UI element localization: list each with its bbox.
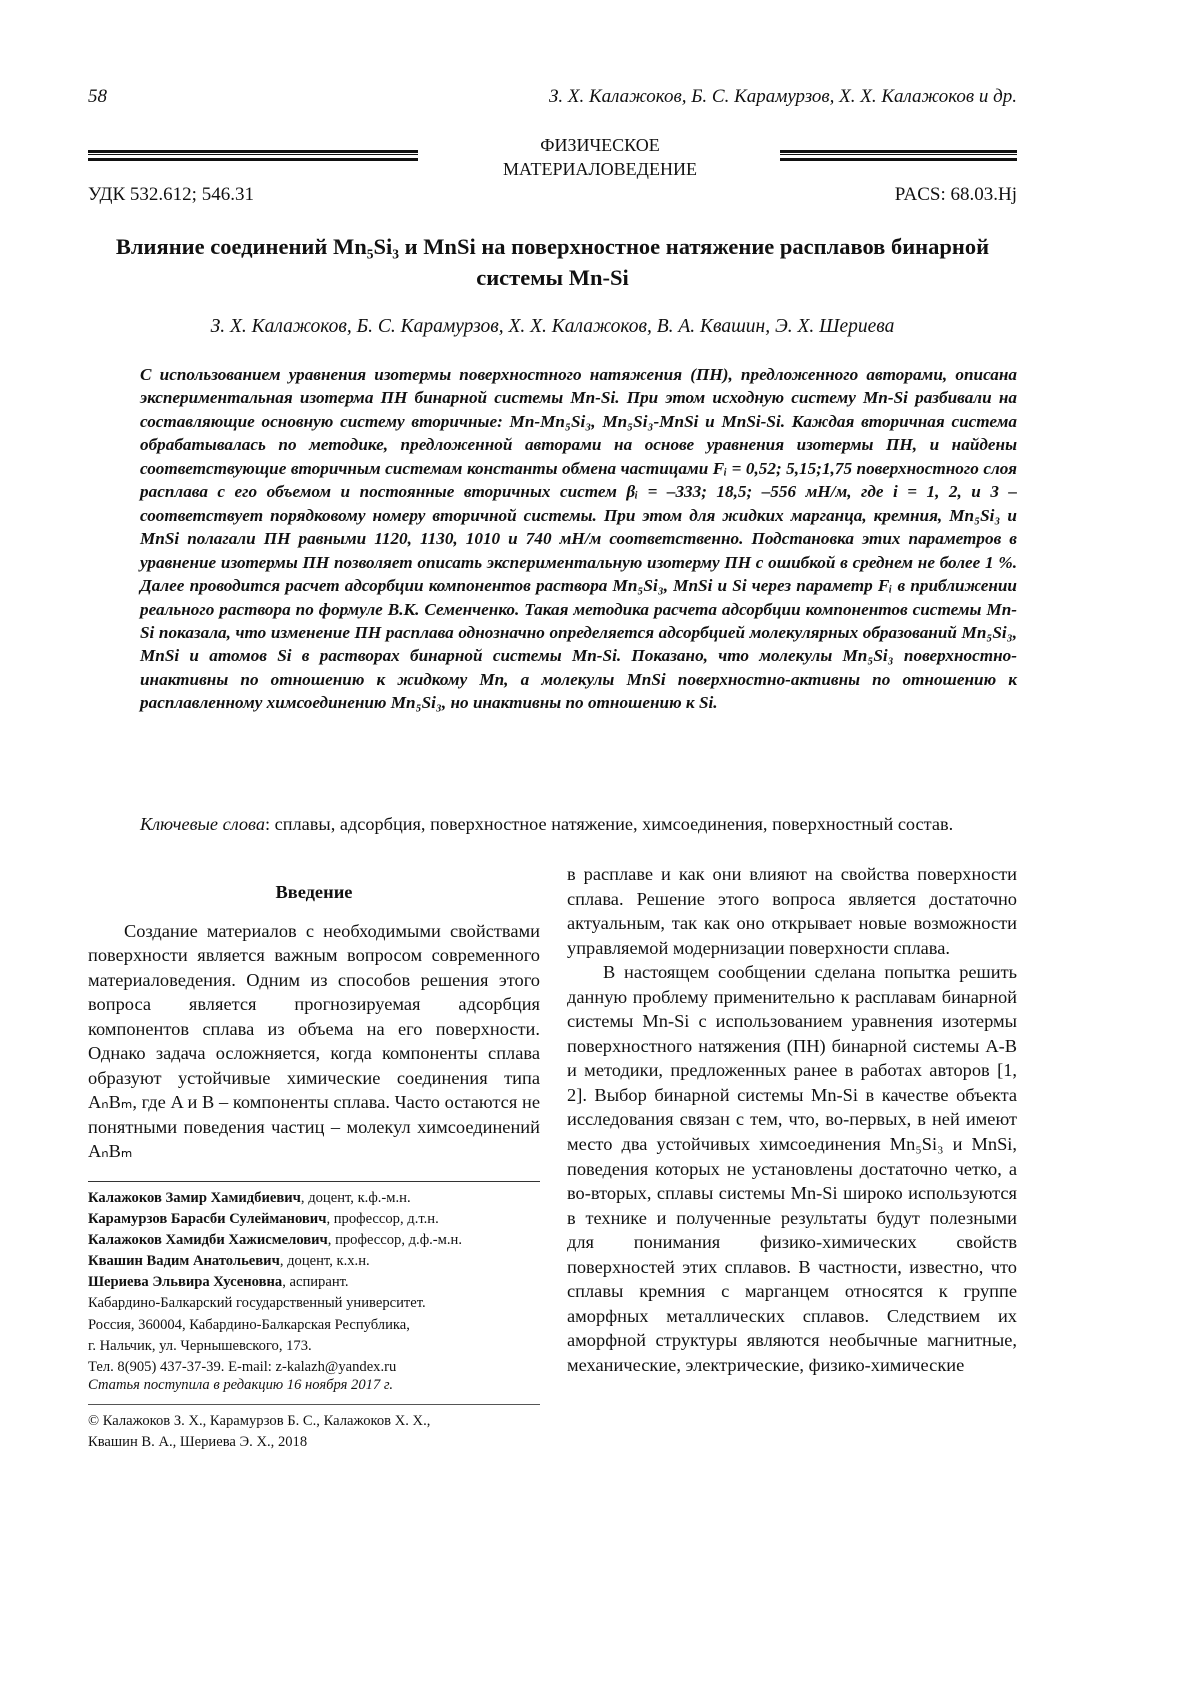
copyright — [88, 1411, 540, 1453]
section-rubric — [440, 133, 760, 181]
author-name: Квашин Вадим Анатольевич — [88, 1253, 280, 1269]
author-role: , доцент, к.х.н. — [280, 1253, 370, 1269]
contact: Тел. 8(905) 437-37-39. E-mail: z-kalazh@yandex.ru — [88, 1357, 540, 1378]
author-role: , профессор, д.ф.-м.н. — [328, 1232, 462, 1248]
copyright-line: © Калажоков З. Х., Карамурзов Б. С., Калажоков Х. Х., — [88, 1411, 540, 1432]
author-name: Калажоков Замир Хамидбиевич — [88, 1190, 301, 1206]
author-name: Карамурзов Барасби Сулейманович — [88, 1211, 326, 1227]
pacs-code: PACS: 68.03.Hj — [895, 184, 1017, 206]
keywords — [140, 812, 1017, 837]
abstract: С использованием уравнения изотермы поверхностного натяжения (ПН), предложенного авторами, описана экспериментальная изотерма ПН бинарной системы Mn-Si. При этом исходную систему Mn-Si разбивали на составляющие основную систему вторичные: Mn-Mn₅Si₃, Mn₅Si₃-MnSi и MnSi-Si. Каждая вторичная система обрабатывалась по методике, предложенной авторами на основе уравнения изотермы ПН, и найдены соответствующие вторичным системам константы обмена частицами Fᵢ = 0,52; 5,15;1,75 поверхностного слоя расплава с его объемом и постоянные вторичных систем βᵢ = –333; 18,5; –556 мН/м, где i = 1, 2, и 3 – соответствует порядковому номеру вторичной системы. При этом для жидких марганца, кремния, Mn₅Si₃ и MnSi полагали ПН равными 1120, 1130, 1010 и 740 мН/м соответственно. Подстановка этих параметров в уравнение изотермы ПН позволяет описать экспериментальную изотерму ПН с ошибкой в среднем не более 1 %. Далее проводится расчет адсорбции компонентов раствора Mn₅Si₃, MnSi и Si через параметр Fᵢ в приближении реального раствора по формуле В.К. Семенченко. Такая методика расчета адсорбции компонентов системы Mn-Si показала, что изменение ПН расплава однозначно определяется адсорбцией молекулярных образований Mn₅Si₃, MnSi и атомов Si в растворах бинарной системы Mn-Si. Показано, что молекулы Mn₅Si₃ поверхностно-инактивны по отношению к жидкому Mn, а молекулы MnSi поверхностно-активны по отношению к расплавленному химсоединению Mn₅Si₃, но инактивны по отношению к Si. — [140, 363, 1017, 715]
keywords-text: : сплавы, адсорбция, поверхностное натяжение, химсоединения, поверхностный состав. — [265, 814, 953, 834]
article-authors: З. Х. Калажоков, Б. С. Карамурзов, Х. Х. Калажоков, В. А. Квашин, Э. Х. Шериева — [88, 316, 1017, 338]
author-entry — [88, 1272, 540, 1293]
intro-paragraph: в расплаве и как они влияют на свойства поверхности сплава. Решение этого вопроса является достаточно актуальным, так как оно открывает новые возможности управляемой модернизации поверхности сплава. — [567, 862, 1017, 960]
footnote-divider — [88, 1181, 540, 1182]
right-column — [567, 862, 1017, 1377]
copyright-line: Квашин В. А., Шериева Э. Х., 2018 — [88, 1432, 540, 1453]
intro-heading: Введение — [88, 880, 540, 905]
author-entry — [88, 1230, 540, 1251]
article-title: Влияние соединений Mn₅Si₃ и MnSi на поверхностное натяжение расплавов бинарной системы Mn-Si — [88, 231, 1017, 293]
affiliation: Кабардино-Балкарский государственный университет. — [88, 1293, 540, 1314]
intro-paragraph: Создание материалов с необходимыми свойствами поверхности является важным вопросом современного материаловедения. Одним из способов решения этого вопроса является прогнозируемая адсорбция компонентов сплава из объема на его поверхности. Однако задача осложняется, когда компоненты сплава образуют устойчивые химические соединения типа AₙBₘ, где A и B – компоненты сплава. Часто остаются не понятными поведения частиц – молекул химсоединений AₙBₘ — [88, 919, 540, 1164]
author-role: , доцент, к.ф.-м.н. — [301, 1190, 411, 1206]
author-name: Калажоков Хамидби Хажисмелович — [88, 1232, 328, 1248]
rubric-rule-right — [780, 150, 1017, 161]
address: г. Нальчик, ул. Чернышевского, 173. — [88, 1336, 540, 1357]
udk-code: УДК 532.612; 546.31 — [88, 184, 254, 206]
rubric-rule-left — [88, 150, 418, 161]
rubric-line: ФИЗИЧЕСКОЕ — [440, 133, 760, 157]
copyright-divider — [88, 1404, 540, 1405]
running-head: З. Х. Калажоков, Б. С. Карамурзов, Х. Х. Калажоков и др. — [549, 86, 1017, 108]
author-entry — [88, 1251, 540, 1272]
address: Россия, 360004, Кабардино-Балкарская Республика, — [88, 1315, 540, 1336]
author-entry — [88, 1188, 540, 1209]
author-role: , аспирант. — [282, 1274, 348, 1290]
received-date: Статья поступила в редакцию 16 ноября 2017 г. — [88, 1377, 393, 1394]
keywords-label: Ключевые слова — [140, 814, 265, 834]
author-name: Шериева Эльвира Хусеновна — [88, 1274, 282, 1290]
left-column — [88, 880, 540, 1164]
author-info — [88, 1188, 540, 1378]
intro-paragraph: В настоящем сообщении сделана попытка решить данную проблему применительно к расплавам бинарной системы Mn-Si с использованием уравнения изотермы поверхностного натяжения (ПН) бинарной системы A-B и методики, предложенных ранее в работах авторов [1, 2]. Выбор бинарной системы Mn-Si в качестве объекта исследования связан с тем, что, во-первых, в ней имеют место два устойчивых химсоединения Mn₅Si₃ и MnSi, поведения которых не установлены достаточно четко, а во-вторых, сплавы системы Mn-Si широко используются в технике и полученные результаты будут полезными для понимания физико-химических свойств поверхностей этих сплавов. В частности, известно, что сплавы кремния с марганцем относятся к группе аморфных металлических сплавов. Следствием их аморфной структуры являются необычные магнитные, механические, электрические, физико-химические — [567, 960, 1017, 1377]
author-role: , профессор, д.т.н. — [326, 1211, 438, 1227]
page-number: 58 — [88, 86, 107, 108]
rubric-line: МАТЕРИАЛОВЕДЕНИЕ — [440, 157, 760, 181]
author-entry — [88, 1209, 540, 1230]
